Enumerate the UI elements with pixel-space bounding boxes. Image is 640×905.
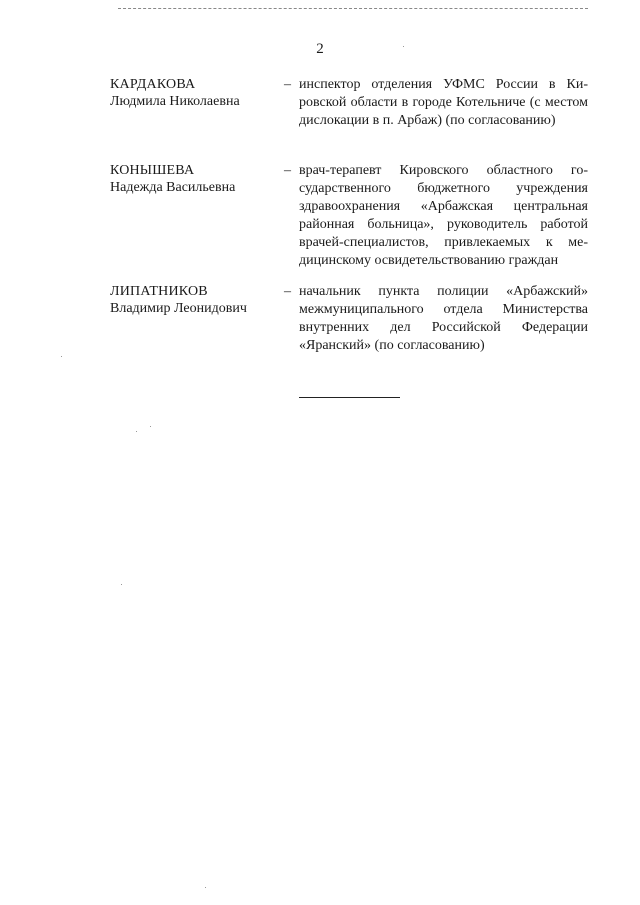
member-name xyxy=(110,283,280,317)
scan-speck xyxy=(403,46,404,47)
scan-speck xyxy=(121,584,122,585)
scan-speck xyxy=(61,356,62,357)
scan-speck xyxy=(150,426,151,427)
member-dash: – xyxy=(284,77,291,92)
member-name xyxy=(110,76,280,110)
member-role: врач-терапевт Кировского областного государственного бюджетного учреждения здравоохранения «Арбажская центральная районная больница», руководитель работой врачей-специалистов, привлекаемых к медицинскому освидетельствованию граждан xyxy=(299,163,588,268)
member-dash: – xyxy=(284,163,291,178)
scan-speck xyxy=(205,887,206,888)
member-given-names: Людмила Николаевна xyxy=(110,94,240,109)
member-name xyxy=(110,162,280,196)
member-surname: КАРДАКОВА xyxy=(110,77,196,92)
scan-speck xyxy=(136,431,137,432)
page-number: 2 xyxy=(316,41,324,57)
member-role: начальник пункта полиции «Арбажский» межмуниципального отдела Министерства внутренних дел Российской Федерации «Яранский» (по согласованию) xyxy=(299,284,588,353)
member-dash: – xyxy=(284,284,291,299)
member-surname: КОНЫШЕВА xyxy=(110,163,195,178)
member-given-names: Владимир Леонидович xyxy=(110,301,247,316)
top-scan-rule xyxy=(118,8,588,9)
end-of-list-rule xyxy=(299,397,400,398)
member-role: инспектор отделения УФМС России в Кировской области в городе Котельниче (с местом дислокации в п. Арбаж) (по согласованию) xyxy=(299,77,588,128)
member-surname: ЛИПАТНИКОВ xyxy=(110,284,208,299)
member-given-names: Надежда Васильевна xyxy=(110,180,236,195)
